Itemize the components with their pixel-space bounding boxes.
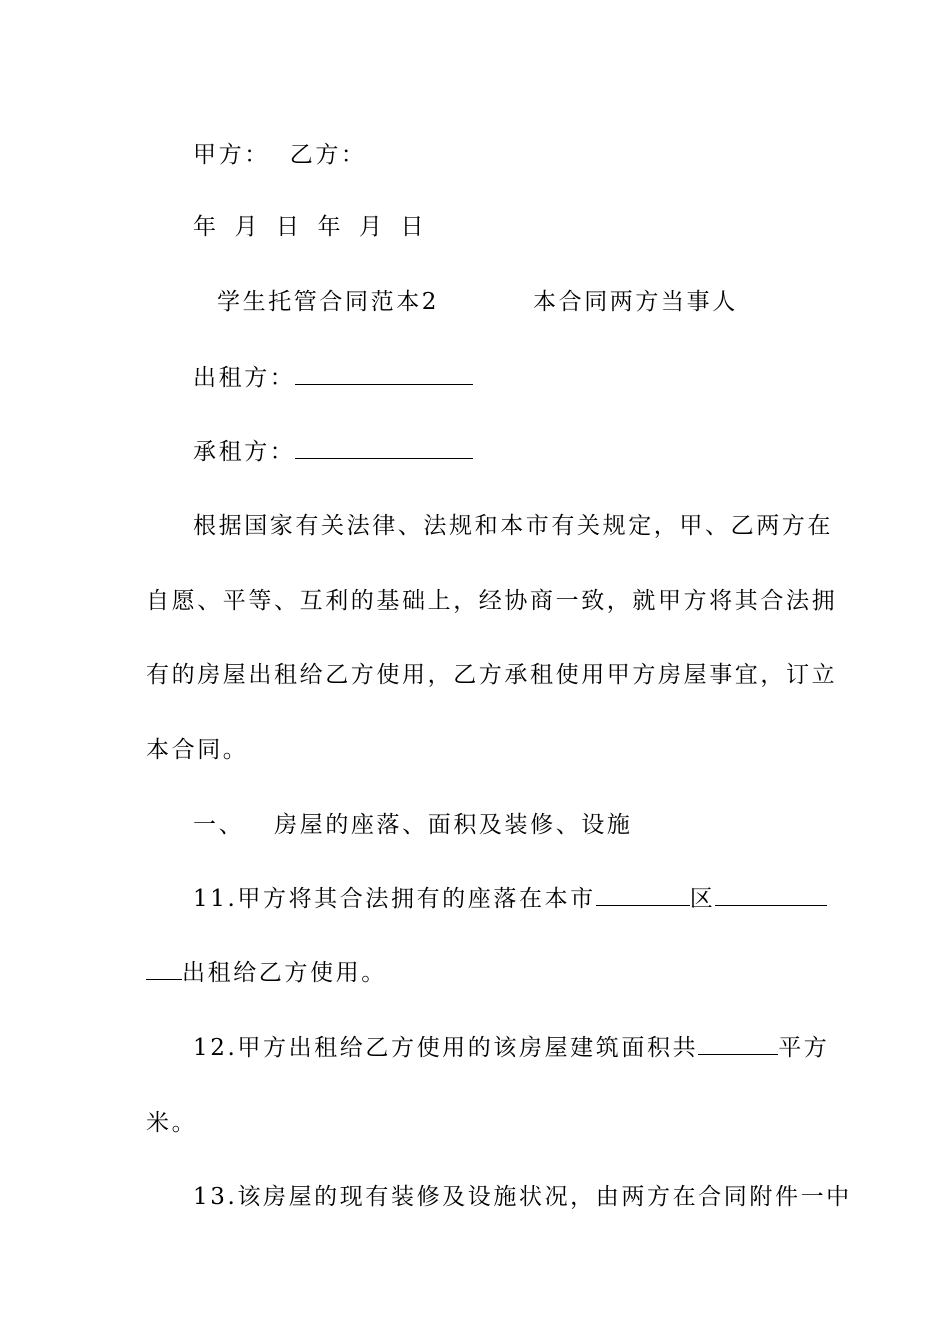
section-1-number: 一、 (193, 812, 245, 838)
section-1-title: 房屋的座落、面积及装修、设施 (274, 812, 633, 838)
preamble-line-4: 本合同。 (146, 737, 249, 763)
lessee-label: 承租方： (193, 439, 296, 465)
clause-11-text-1: 11.甲方将其合法拥有的座落在本市 (193, 886, 596, 912)
lessor-label: 出租方： (193, 365, 296, 391)
district-blank (596, 885, 690, 906)
party-b-label: 乙方： (289, 142, 367, 168)
signature-date-line: 年 月 日 年 月 日 (193, 214, 427, 240)
document-title: 学生托管合同范本2 (217, 289, 440, 315)
lessee-blank (295, 438, 473, 459)
lessee-line (193, 437, 473, 467)
clause-11-line-1 (193, 884, 827, 914)
clause-11-line-2 (146, 958, 387, 988)
address-blank-continued (146, 959, 182, 980)
preamble-line-2: 自愿、平等、互利的基础上，经协商一致，就甲方将其合法拥 (146, 588, 838, 614)
clause-12-line-2: 米。 (146, 1110, 198, 1136)
address-blank (715, 885, 827, 906)
preamble-line-3: 有的房屋出租给乙方使用，乙方承租使用甲方房屋事宜，订立 (146, 662, 838, 688)
clause-11-text-2: 出租给乙方使用。 (182, 960, 387, 986)
area-blank (698, 1034, 778, 1055)
clause-11-district-label: 区 (689, 886, 716, 912)
clause-12-line-1 (193, 1033, 829, 1063)
lessor-blank (295, 364, 473, 385)
preamble-line-1: 根据国家有关法律、法规和本市有关规定，甲、乙两方在 (193, 513, 833, 539)
section-1-heading (193, 810, 633, 840)
signature-parties-line (193, 140, 367, 170)
clause-13-line-1: 13.该房屋的现有装修及设施状况，由两方在合同附件一中 (193, 1184, 852, 1210)
party-a-label: 甲方： (193, 142, 270, 168)
document-subtitle: 本合同两方当事人 (533, 289, 738, 315)
lessor-line (193, 363, 473, 393)
clause-12-text-1: 12.甲方出租给乙方使用的该房屋建筑面积共 (193, 1035, 699, 1061)
clause-12-text-2: 平方 (778, 1035, 830, 1061)
